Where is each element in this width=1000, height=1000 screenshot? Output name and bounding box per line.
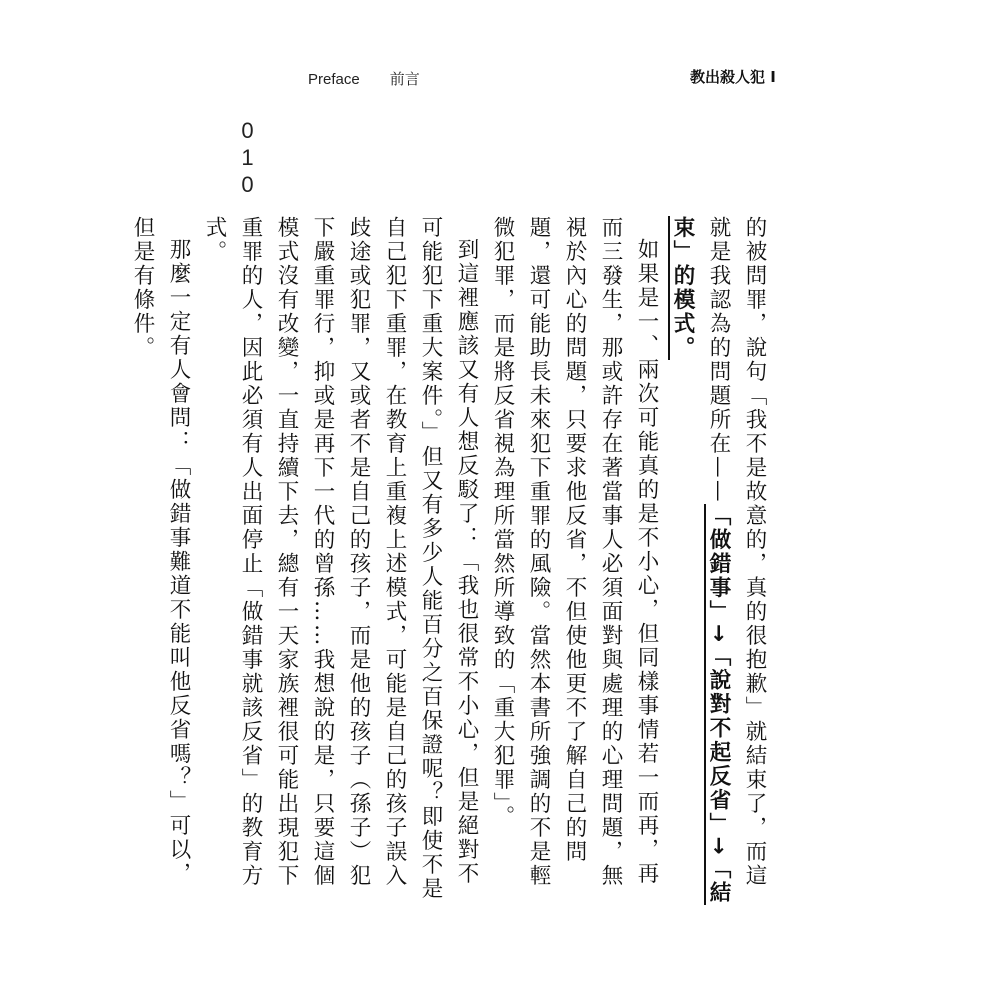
book-title: 教出殺人犯 I — [690, 68, 776, 86]
paragraph-1-text: 的被問罪，說句「我不是故意的，真的很抱歉」就結束了，而這就是我認為的問題所在—— — [706, 216, 767, 888]
paragraph-2: 如果是一、兩次可能真的是不小心，但同樣事情若一而再，再而三發生，那或許存在著當事人必須面對與處理的心理問題，無視於內心的問題，只要求他反省，不但使他更不了解自己的問題，還可能助長未來犯下重罪的風險。當然本書所強調的不是輕微犯罪，而是將反省視為理所當然所導致的「重大犯罪」。 — [490, 216, 659, 888]
section-label-zh: 前言 — [389, 71, 420, 88]
vertical-body-text — [130, 216, 772, 906]
page-number: 010 — [235, 118, 260, 199]
paragraph-1 — [664, 216, 772, 906]
paragraph-4: 那麼一定有人會問：「做錯事難道不能叫他反省嗎？」可以，但是有條件。 — [130, 216, 191, 886]
running-header-left — [308, 68, 420, 89]
section-label-en: Preface — [308, 71, 360, 88]
emphasized-pattern-text: 「做錯事」→「說對不起反省」→「結束」的模式。 — [670, 216, 731, 906]
paragraph-3: 到這裡應該又有人想反駁了：「我也很常不小心，但是絕對不可能犯下重大案件。」但又有多少人能百分之百保證呢？即使不是自己犯下重罪，在教育上重複上述模式，可能是自己的孩子誤入歧途或犯罪，又或者不是自己的孩子，而是他的孩子（孫子）犯下嚴重罪行，抑或是再下一代的曾孫……我想說的是，只要這個模式沒有改變，一直持續下去，總有一天家族裡很可能出現犯下重罪的人，因此必須有人出面停止「做錯事就該反省」的教育方式。 — [202, 216, 479, 902]
